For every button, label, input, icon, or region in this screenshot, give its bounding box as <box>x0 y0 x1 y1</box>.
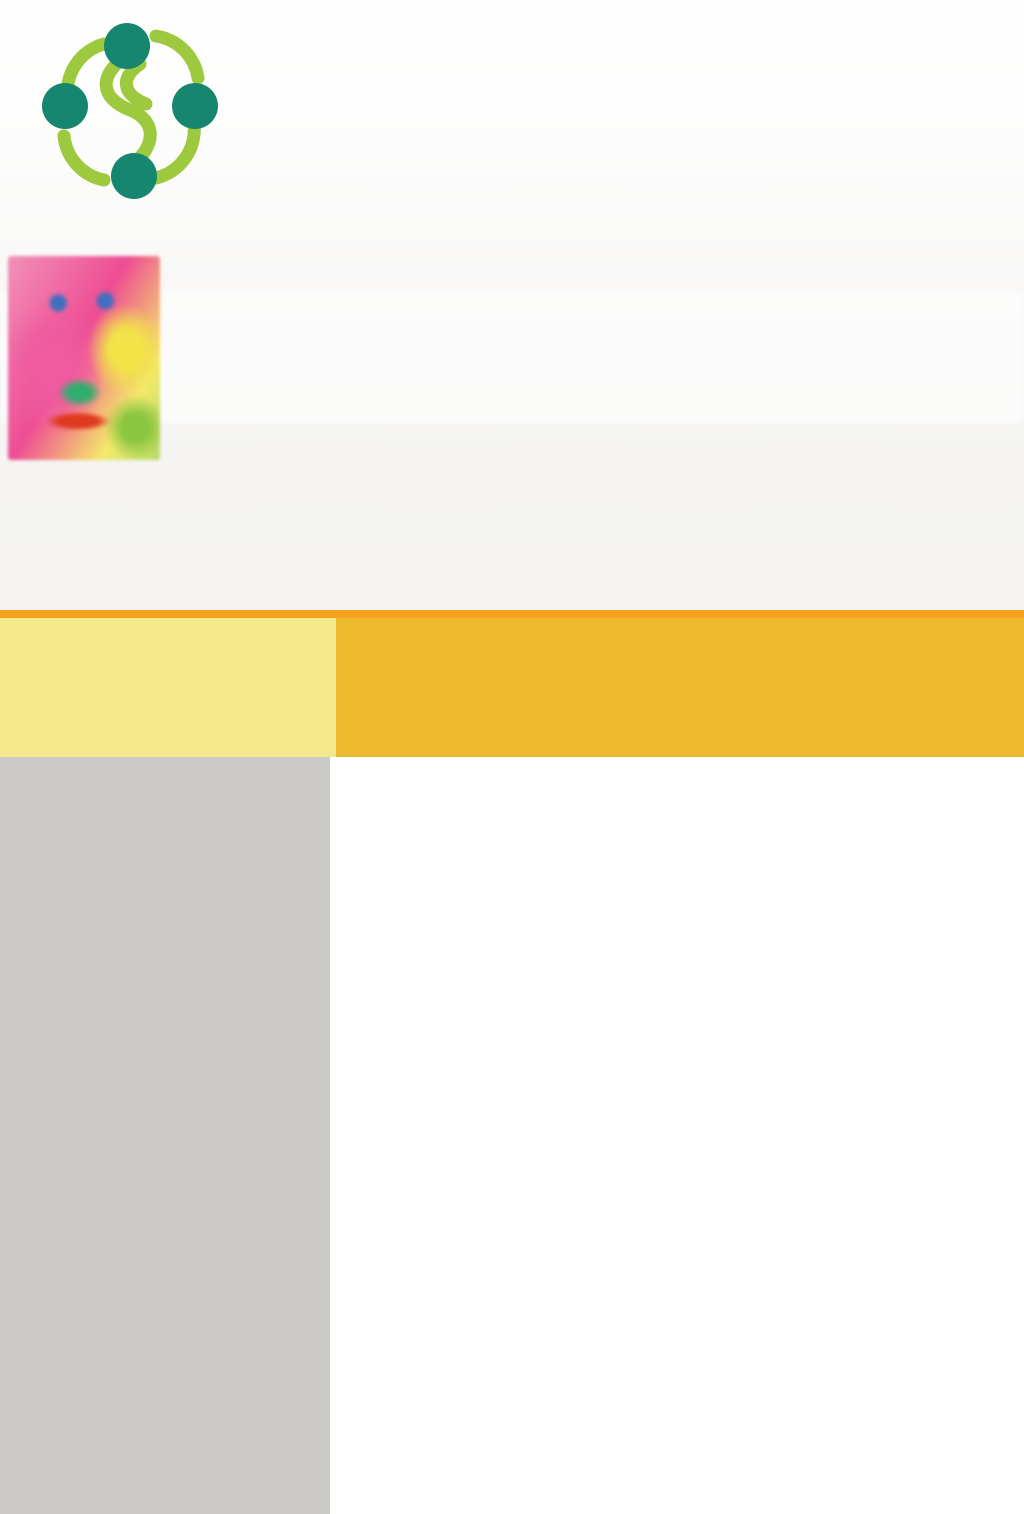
photo-collage-band <box>0 0 1024 610</box>
goal-box <box>336 618 1024 757</box>
schedule-content <box>330 757 1024 1514</box>
hcoe-logo <box>38 20 223 202</box>
directors-box <box>0 618 336 757</box>
pastel-face-artwork <box>8 256 160 460</box>
faded-collage-background <box>330 1000 1024 1514</box>
orange-divider-stripe <box>0 610 1024 618</box>
info-sidebar <box>0 757 330 1514</box>
